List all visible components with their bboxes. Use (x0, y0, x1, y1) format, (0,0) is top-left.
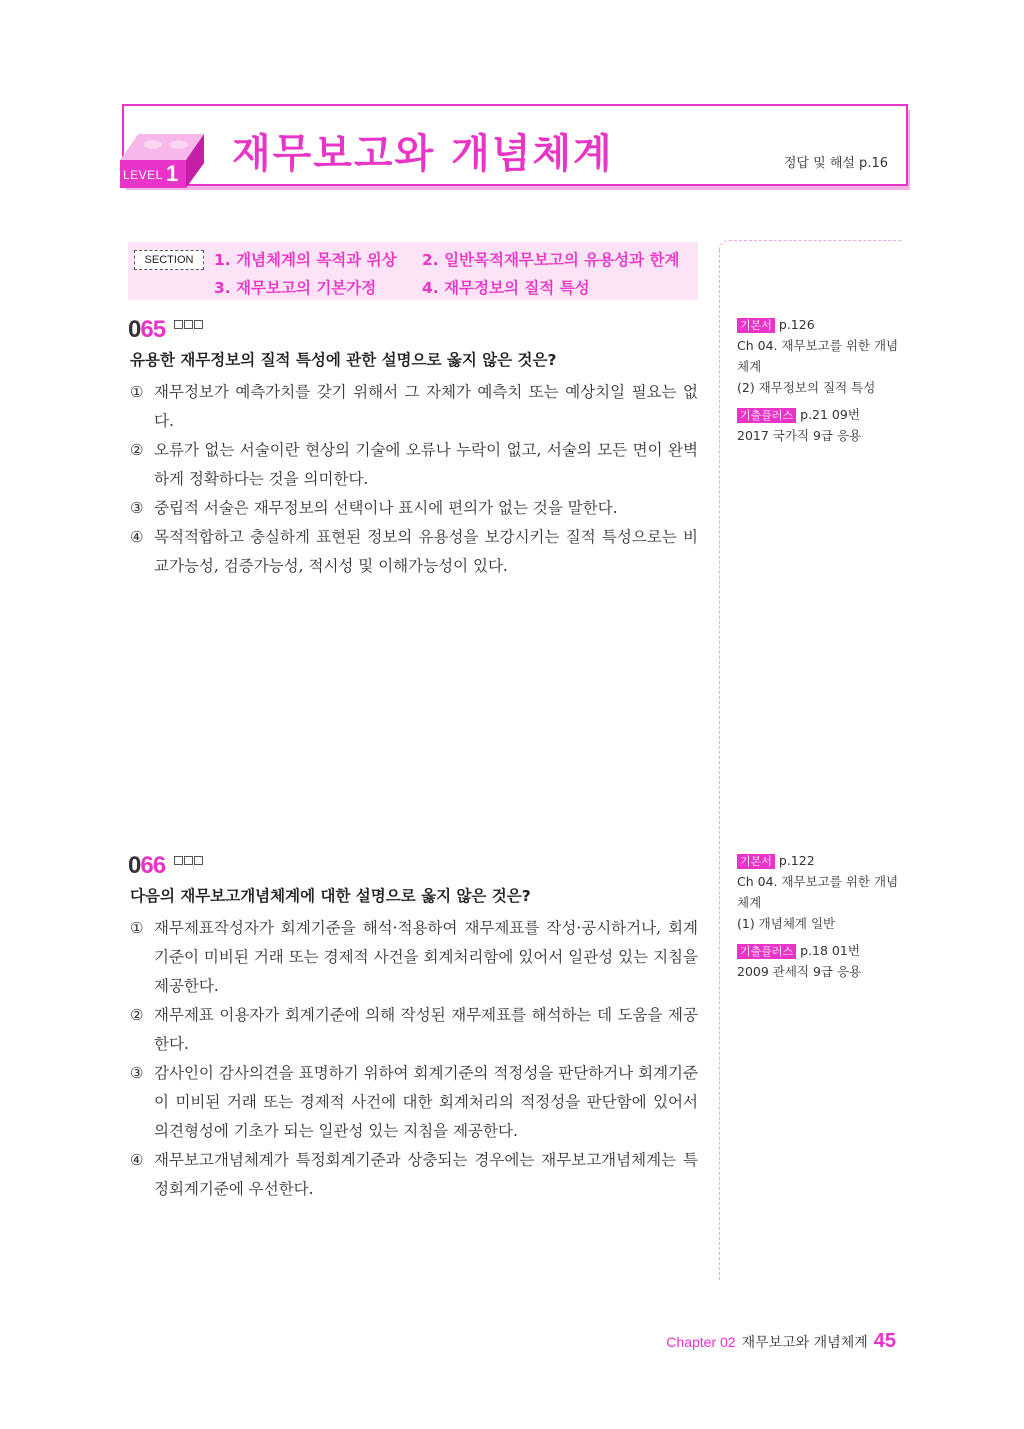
option-item (130, 436, 698, 494)
exam-plus-ref: p.21 09번 (800, 407, 860, 422)
block-stud (170, 140, 188, 149)
question-number-prefix: 0 (128, 852, 141, 879)
review-checkbox[interactable] (194, 320, 203, 329)
option-list (130, 378, 698, 581)
review-checkbox[interactable] (174, 856, 183, 865)
page-number: 45 (873, 1330, 896, 1352)
option-text: 중립적 서술은 재무정보의 선택이나 표시에 편의가 없는 것을 말한다. (154, 499, 618, 517)
option-marker: ④ (130, 528, 144, 546)
review-checkbox[interactable] (184, 856, 193, 865)
chapter-ref: Ch 04. 재무보고를 위한 개념체계 (737, 338, 899, 374)
answer-reference: 정답 및 해설 p.16 (783, 156, 888, 171)
topic-ref: (2) 재무정보의 질적 특성 (737, 380, 876, 395)
option-item (130, 1001, 698, 1059)
exam-source: 2017 국가직 9급 응용 (737, 428, 862, 443)
exam-source: 2009 관세직 9급 응용 (737, 964, 862, 979)
option-marker: ② (130, 441, 144, 459)
exam-plus-tag: 기출플러스 (737, 944, 796, 959)
section-item: 1. 개념체계의 목적과 위상 (214, 251, 397, 269)
option-list (130, 914, 698, 1204)
question-number-suffix: 66 (140, 852, 166, 879)
option-item (130, 523, 698, 581)
option-text: 목적적합하고 충실하게 표현된 정보의 유용성을 보강시키는 질적 특성으로는 비교가능성, 검증가능성, 적시성 및 이해가능성이 있다. (154, 528, 698, 575)
level-label: LEVEL (123, 168, 163, 182)
section-item: 3. 재무보고의 기본가정 (214, 279, 377, 297)
option-marker: ③ (130, 499, 144, 517)
exam-plus-tag: 기출플러스 (737, 408, 796, 423)
textbook-ref: p.122 (778, 853, 815, 868)
option-marker: ① (130, 383, 144, 401)
review-checkboxes[interactable] (174, 856, 203, 865)
question-number (128, 316, 165, 344)
topic-ref: (1) 개념체계 일반 (737, 916, 836, 931)
section-tag: SECTION (134, 250, 204, 270)
sidebar-note (737, 850, 902, 982)
footer-chapter: Chapter 02 (666, 1334, 736, 1350)
question-stem: 유용한 재무정보의 질적 특성에 관한 설명으로 옳지 않은 것은? (130, 351, 557, 369)
option-text: 재무제표작성자가 회계기준을 해석·적용하여 재무제표를 작성·공시하거나, 회계기준이 미비된 거래 또는 경제적 사건을 회계처리함에 있어서 일관성 있는 지침을 제공한다. (154, 919, 698, 995)
option-item (130, 1059, 698, 1146)
option-item (130, 378, 698, 436)
textbook-ref: p.126 (778, 317, 815, 332)
exam-plus-ref: p.18 01번 (800, 943, 860, 958)
review-checkbox[interactable] (194, 856, 203, 865)
page-footer (666, 1330, 896, 1353)
chapter-ref: Ch 04. 재무보고를 위한 개념체계 (737, 874, 899, 910)
question-number (128, 852, 165, 880)
page-title: 재무보고와 개념체계 (232, 131, 614, 177)
review-checkbox[interactable] (184, 320, 193, 329)
review-checkboxes[interactable] (174, 320, 203, 329)
option-marker: ① (130, 919, 144, 937)
question-stem: 다음의 재무보고개념체계에 대한 설명으로 옳지 않은 것은? (130, 887, 531, 905)
question-number-prefix: 0 (128, 316, 141, 343)
option-text: 재무정보가 예측가치를 갖기 위해서 그 자체가 예측치 또는 예상치일 필요는 없다. (154, 383, 698, 430)
section-item: 4. 재무정보의 질적 특성 (422, 279, 590, 297)
footer-title: 재무보고와 개념체계 (741, 1335, 868, 1351)
option-item (130, 494, 698, 523)
option-text: 재무제표 이용자가 회계기준에 의해 작성된 재무제표를 해석하는 데 도움을 제공한다. (154, 1006, 698, 1053)
sidebar-note (737, 314, 902, 446)
option-text: 오류가 없는 서술이란 현상의 기술에 오류나 누락이 없고, 서술의 모든 면이 완벽하게 정확하다는 것을 의미한다. (154, 441, 698, 488)
level-block-icon (120, 134, 204, 190)
textbook-tag: 기본서 (737, 854, 775, 869)
section-box (128, 242, 698, 300)
chapter-banner (120, 104, 908, 188)
level-number: 1 (166, 161, 179, 186)
option-item (130, 914, 698, 1001)
sidebar-divider-top (719, 240, 901, 252)
option-item (130, 1146, 698, 1204)
option-text: 재무보고개념체계가 특정회계기준과 상충되는 경우에는 재무보고개념체계는 특정회계기준에 우선한다. (154, 1151, 698, 1198)
option-text: 감사인이 감사의견을 표명하기 위하여 회계기준의 적정성을 판단하거나 회계기준이 미비된 거래 또는 경제적 사건에 대한 회계처리의 적정성을 판단함에 있어서 의견형성에 기초가 되는 일관성 있는 지침을 제공한다. (154, 1064, 698, 1140)
question-number-suffix: 65 (140, 316, 166, 343)
level-badge (120, 160, 186, 188)
option-marker: ④ (130, 1151, 144, 1169)
block-stud (144, 140, 162, 149)
section-item: 2. 일반목적재무보고의 유용성과 한계 (422, 251, 680, 269)
review-checkbox[interactable] (174, 320, 183, 329)
option-marker: ③ (130, 1064, 144, 1082)
sidebar-divider (719, 250, 720, 1280)
option-marker: ② (130, 1006, 144, 1024)
textbook-tag: 기본서 (737, 318, 775, 333)
